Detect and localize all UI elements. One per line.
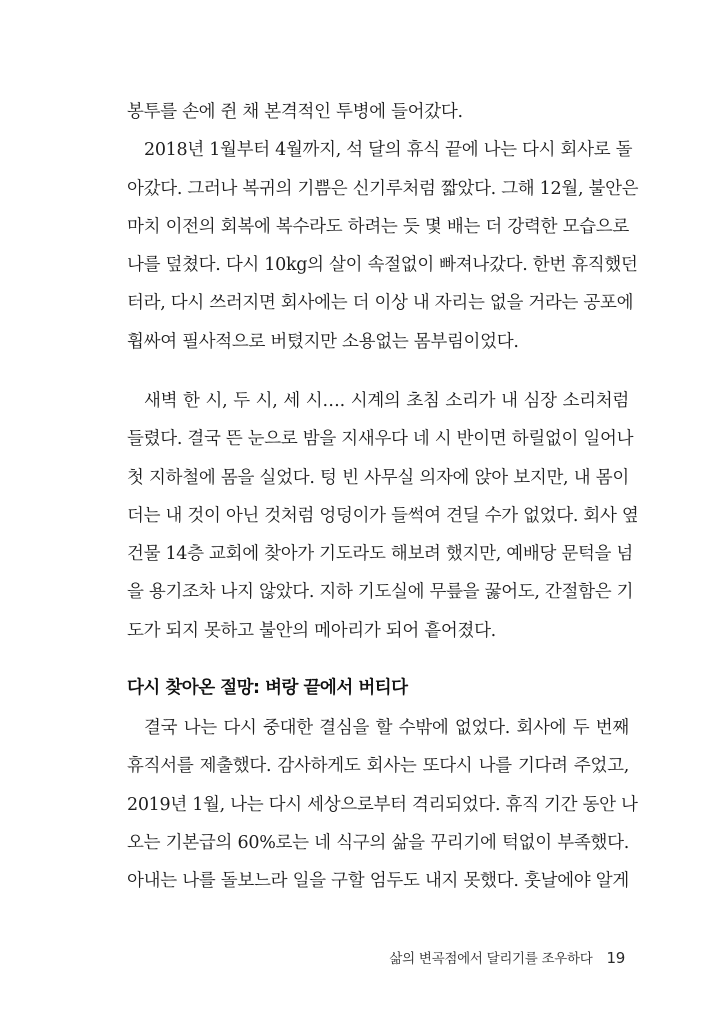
body-line: 결국 나는 다시 중대한 결심을 할 수밖에 없었다. 회사에 두 번째	[144, 718, 629, 738]
body-line: 건물 14층 교회에 찾아가 기도라도 해보려 했지만, 예배당 문턱을 넘	[127, 544, 634, 565]
text-section-3	[127, 709, 638, 900]
body-line: 첫 지하철에 몸을 실었다. 텅 빈 사무실 의자에 앉아 보지만, 내 몸이	[127, 467, 629, 488]
body-line: 휩싸여 필사적으로 버텼지만 소용없는 몸부림이었다.	[127, 331, 519, 352]
page-number: 19	[606, 949, 625, 967]
body-line: 을 용기조차 나지 않았다. 지하 기도실에 무릎을 꿇어도, 간절함은 기	[127, 582, 634, 603]
body-line: 오는 기본급의 60%로는 네 식구의 삶을 꾸리기에 턱없이 부족했다.	[127, 832, 629, 853]
body-line: 아갔다. 그러나 복귀의 기쁨은 신기루처럼 짧았다. 그해 12월, 불안은	[127, 178, 639, 199]
body-line: 2019년 1월, 나는 다시 세상으로부터 격리되었다. 휴직 기간 동안 나	[127, 794, 638, 815]
body-line: 도가 되지 못하고 불안의 메아리가 되어 흩어졌다.	[127, 620, 496, 641]
body-line: 들렸다. 결국 뜬 눈으로 밤을 지새우다 네 시 반이면 하릴없이 일어나	[127, 429, 634, 450]
body-line: 터라, 다시 쓰러지면 회사에는 더 이상 내 자리는 없을 거라는 공포에	[127, 293, 634, 314]
body-line: 나를 덮쳤다. 다시 10kg의 살이 속절없이 빠져나갔다. 한번 휴직했던	[127, 255, 638, 276]
body-line: 더는 내 것이 아닌 것처럼 엉덩이가 들썩여 견딜 수가 없었다. 회사 옆	[127, 505, 639, 526]
section-heading: 다시 찾아온 절망: 벼랑 끝에서 버티다	[127, 678, 408, 698]
body-line: 봉투를 손에 쥔 채 본격적인 투병에 들어갔다.	[127, 102, 463, 122]
text-section-1	[127, 93, 639, 361]
body-line: 아내는 나를 돌보느라 일을 구할 엄두도 내지 못했다. 훗날에야 알게	[127, 871, 629, 892]
body-line: 휴직서를 제출했다. 감사하게도 회사는 또다시 나를 기다려 주었고,	[127, 756, 629, 777]
running-title: 삶의 변곡점에서 달리기를 조우하다	[389, 951, 593, 967]
body-line: 새벽 한 시, 두 시, 세 시…. 시계의 초침 소리가 내 심장 소리처럼	[144, 391, 629, 411]
body-line: 2018년 1월부터 4월까지, 석 달의 휴식 끝에 나는 다시 회사로 돌	[144, 140, 633, 161]
text-section-2	[127, 382, 639, 650]
body-line: 마치 이전의 회복에 복수라도 하려는 듯 몇 배는 더 강력한 모습으로	[127, 216, 629, 237]
page-footer	[389, 947, 625, 967]
